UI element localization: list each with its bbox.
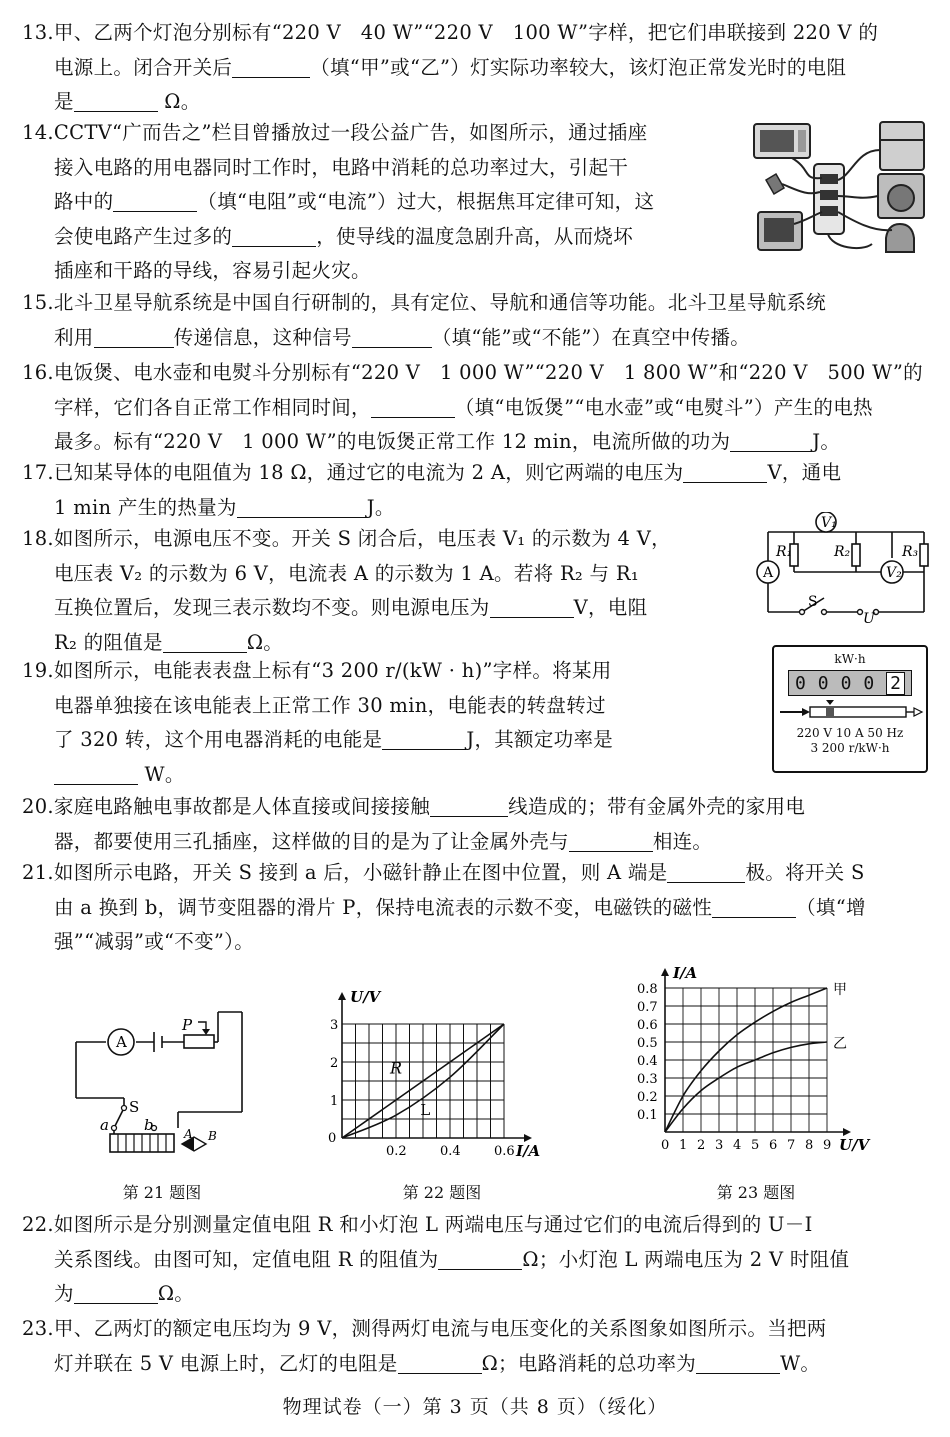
answer-blank[interactable] — [74, 89, 158, 112]
answer-blank[interactable] — [74, 1281, 158, 1304]
meter-unit: kW·h — [834, 652, 866, 666]
series-label-R: R — [390, 1058, 403, 1078]
y-tick-label: 0.5 — [637, 1036, 658, 1051]
circuit-21 — [66, 1000, 256, 1160]
question-20: 20.家庭电路触电事故都是人体直接或间接接触 线造成的；带有金属外壳的家用电 器，都要使用三孔插座，这样做的目的是为了让金属外壳与 相连。 — [22, 795, 806, 853]
answer-blank[interactable] — [232, 224, 316, 247]
y-tick-label: 3 — [330, 1018, 339, 1033]
q13-line1: 13.甲、乙两个灯泡分别标有“220 V 40 W”“220 V 100 W”字样，把它们串联接到 220 V 的 — [22, 21, 879, 44]
y-tick-label: 0.4 — [637, 1054, 658, 1069]
x-tick-label: 7 — [787, 1138, 796, 1153]
answer-blank[interactable] — [113, 189, 197, 212]
meter-digit-last: 2 — [886, 672, 905, 695]
question-23: 23.甲、乙两灯的额定电压均为 9 V，测得两灯电流与电压变化的关系图象如图所示。当把两 灯并联在 5 V 电源上时，乙灯的电阻是 Ω；电路消耗的总功率为 W。 — [22, 1317, 827, 1375]
svg-text:V₁: V₁ — [821, 515, 837, 531]
y-tick-label: 1 — [330, 1094, 339, 1109]
question-15: 15.北斗卫星导航系统是中国自行研制的，具有定位、导航和通信等功能。北斗卫星导航系统 利用 传递信息，这种信号 （填“能”或“不能”）在真空中传播。 — [22, 291, 827, 349]
y-tick-label: 0.1 — [637, 1108, 658, 1123]
answer-blank[interactable] — [683, 460, 767, 483]
meter-display — [788, 670, 912, 696]
x-tick-label: 2 — [697, 1138, 706, 1153]
x-axis-arrow — [843, 1128, 851, 1136]
answer-blank[interactable] — [569, 829, 653, 852]
answer-blank[interactable] — [352, 325, 432, 348]
page-footer: 物理试卷（一）第 3 页（共 8 页）（绥化） — [282, 1396, 668, 1418]
question-13: 13.甲、乙两个灯泡分别标有“220 V 40 W”“220 V 100 W”字样，把它们串联接到 220 V 的 电源上。闭合开关后 （填“甲”或“乙”）灯实际功率较大，该灯泡正常发光时的电阻 是 Ω。 — [22, 16, 932, 120]
answer-blank[interactable] — [94, 325, 174, 348]
series-label: 甲 — [833, 982, 847, 998]
svg-text:A: A — [763, 565, 774, 581]
x-tick-label: 3 — [715, 1138, 724, 1153]
question-16: 16.电饭煲、电水壶和电熨斗分别标有“220 V 1 000 W”“220 V 1 800 W”和“220 V 500 W”的 字样，它们各自正常工作相同时间， （填“电饭煲”“电水壶”或“电熨斗”）产生的电热 最多。标有“220 V 1 000 W”的电饭煲正常工作 12 min，电流所做的功为 J。 — [22, 361, 923, 453]
x-tick-label: 0.4 — [440, 1144, 461, 1159]
question-19: 19.如图所示，电能表表盘上标有“3 200 r/(kW · h)”字样。将某用 电器单独接在该电能表上正常工作 30 min，电能表的转盘转过 了 320 转，这个用电器消耗的电能是 J，其额定功率是 W。 — [22, 659, 614, 786]
x-axis-arrow — [524, 1134, 532, 1142]
x-tick-label: 1 — [679, 1138, 688, 1153]
y-axis-label: I/A — [673, 964, 698, 982]
y-axis-arrow — [338, 992, 346, 1000]
x-axis-label: U/V — [839, 1136, 870, 1154]
answer-blank[interactable] — [398, 1351, 482, 1374]
svg-text:A: A — [184, 1127, 193, 1141]
answer-blank[interactable] — [667, 860, 745, 883]
x-tick-label: 0.6 — [494, 1144, 515, 1159]
answer-blank[interactable] — [438, 1247, 522, 1270]
svg-text:U: U — [863, 611, 875, 627]
meter-digit: 0 — [863, 672, 875, 694]
x-tick-label: 0 — [661, 1138, 670, 1153]
svg-text:S: S — [129, 1098, 140, 1116]
circuit-18 — [752, 512, 932, 630]
y-axis-label: U/V — [350, 988, 381, 1006]
answer-blank[interactable] — [490, 595, 574, 618]
meter-digit: 0 — [817, 672, 829, 694]
svg-text:a: a — [100, 1116, 109, 1134]
meter-disc-window — [774, 696, 926, 726]
question-21: 21.如图所示电路，开关 S 接到 a 后，小磁针静止在图中位置，则 A 端是 极。将开关 S 由 a 换到 b，调节变阻器的滑片 P，保持电流表的示数不变，电磁铁的磁性 （填“增 强”“减弱”或“不变”）。 — [22, 861, 866, 953]
resistor-r2 — [852, 544, 860, 566]
origin-label: 0 — [328, 1131, 337, 1146]
answer-blank[interactable] — [430, 794, 508, 817]
svg-text:A: A — [116, 1033, 127, 1051]
y-axis-arrow — [661, 968, 669, 976]
question-22: 22.如图所示是分别测量定值电阻 R 和小灯泡 L 两端电压与通过它们的电流后得到的 U－I 关系图线。由图可知，定值电阻 R 的阻值为 Ω；小灯泡 L 两端电压为 2 V 时阻值 为 Ω。 — [22, 1213, 850, 1305]
y-tick-label: 0.8 — [637, 982, 658, 997]
caption-fig21: 第 21 题图 — [122, 1183, 202, 1202]
svg-text:R₁: R₁ — [776, 544, 793, 560]
svg-text:R₂: R₂ — [834, 544, 851, 560]
y-tick-label: 0.7 — [637, 1000, 658, 1015]
answer-blank[interactable] — [382, 727, 466, 750]
answer-blank[interactable] — [712, 895, 796, 918]
chart-23 — [625, 960, 885, 1170]
chart-22 — [320, 980, 560, 1170]
meter-spec-line2: 3 200 r/kW·h — [810, 741, 890, 755]
y-tick-label: 2 — [330, 1056, 339, 1071]
series-label-L: L — [420, 1101, 431, 1120]
svg-text:R₃: R₃ — [902, 544, 919, 560]
answer-blank[interactable] — [696, 1351, 780, 1374]
answer-blank[interactable] — [730, 429, 812, 452]
y-tick-label: 0.2 — [637, 1090, 658, 1105]
x-tick-label: 5 — [751, 1138, 760, 1153]
svg-text:P: P — [182, 1016, 193, 1034]
meter-digit: 0 — [840, 672, 852, 694]
electric-meter — [772, 645, 928, 773]
svg-text:B: B — [208, 1129, 217, 1143]
rheostat — [184, 1035, 214, 1048]
svg-text:S: S — [808, 594, 818, 610]
y-tick-label: 0.6 — [637, 1018, 658, 1033]
answer-blank[interactable] — [237, 495, 367, 518]
answer-blank[interactable] — [163, 630, 247, 653]
x-tick-label: 0.2 — [386, 1144, 407, 1159]
x-tick-label: 4 — [733, 1138, 742, 1153]
answer-blank[interactable] — [371, 395, 455, 418]
x-tick-label: 6 — [769, 1138, 778, 1153]
question-14: 14.CCTV“广而告之”栏目曾播放过一段公益广告，如图所示，通过插座 接入电路的用电器同时工作时，电路中消耗的总功率过大，引起干 路中的 （填“电阻”或“电流”）过大，根据焦耳定律可知，这 会使电路产生过多的 ，使导线的温度急剧升高，从而烧坏 插座和干路的导线，容易引起火灾。 — [22, 121, 655, 282]
question-18: 18.如图所示，电源电压不变。开关 S 闭合后，电压表 V₁ 的示数为 4 V， 电压表 V₂ 的示数为 6 V，电流表 A 的示数为 1 A。若将 R₂ 与 R₁ 互换位置后，发现三表示数均不变。则电源电压为 V，电阻 R₂ 的阻值是 Ω。 — [22, 527, 671, 654]
caption-fig22: 第 22 题图 — [402, 1183, 482, 1202]
resistor-r3 — [920, 544, 928, 566]
x-tick-label: 9 — [823, 1138, 832, 1153]
x-tick-label: 8 — [805, 1138, 814, 1153]
caption-fig23: 第 23 题图 — [716, 1183, 796, 1202]
overload-illustration — [752, 120, 932, 260]
answer-blank[interactable] — [232, 55, 310, 78]
svg-text:b: b — [144, 1116, 154, 1134]
y-tick-label: 0.3 — [637, 1072, 658, 1087]
meter-spec-line1: 220 V 10 A 50 Hz — [796, 726, 904, 740]
question-17: 17.已知某导体的电阻值为 18 Ω，通过它的电流为 2 A，则它两端的电压为 V，通电 1 min 产生的热量为 J。 — [22, 461, 842, 519]
svg-text:V₂: V₂ — [886, 565, 902, 581]
answer-blank[interactable] — [54, 762, 138, 785]
x-axis-label: I/A — [516, 1142, 541, 1160]
series-label: 乙 — [833, 1036, 847, 1052]
meter-digit: 0 — [794, 672, 806, 694]
